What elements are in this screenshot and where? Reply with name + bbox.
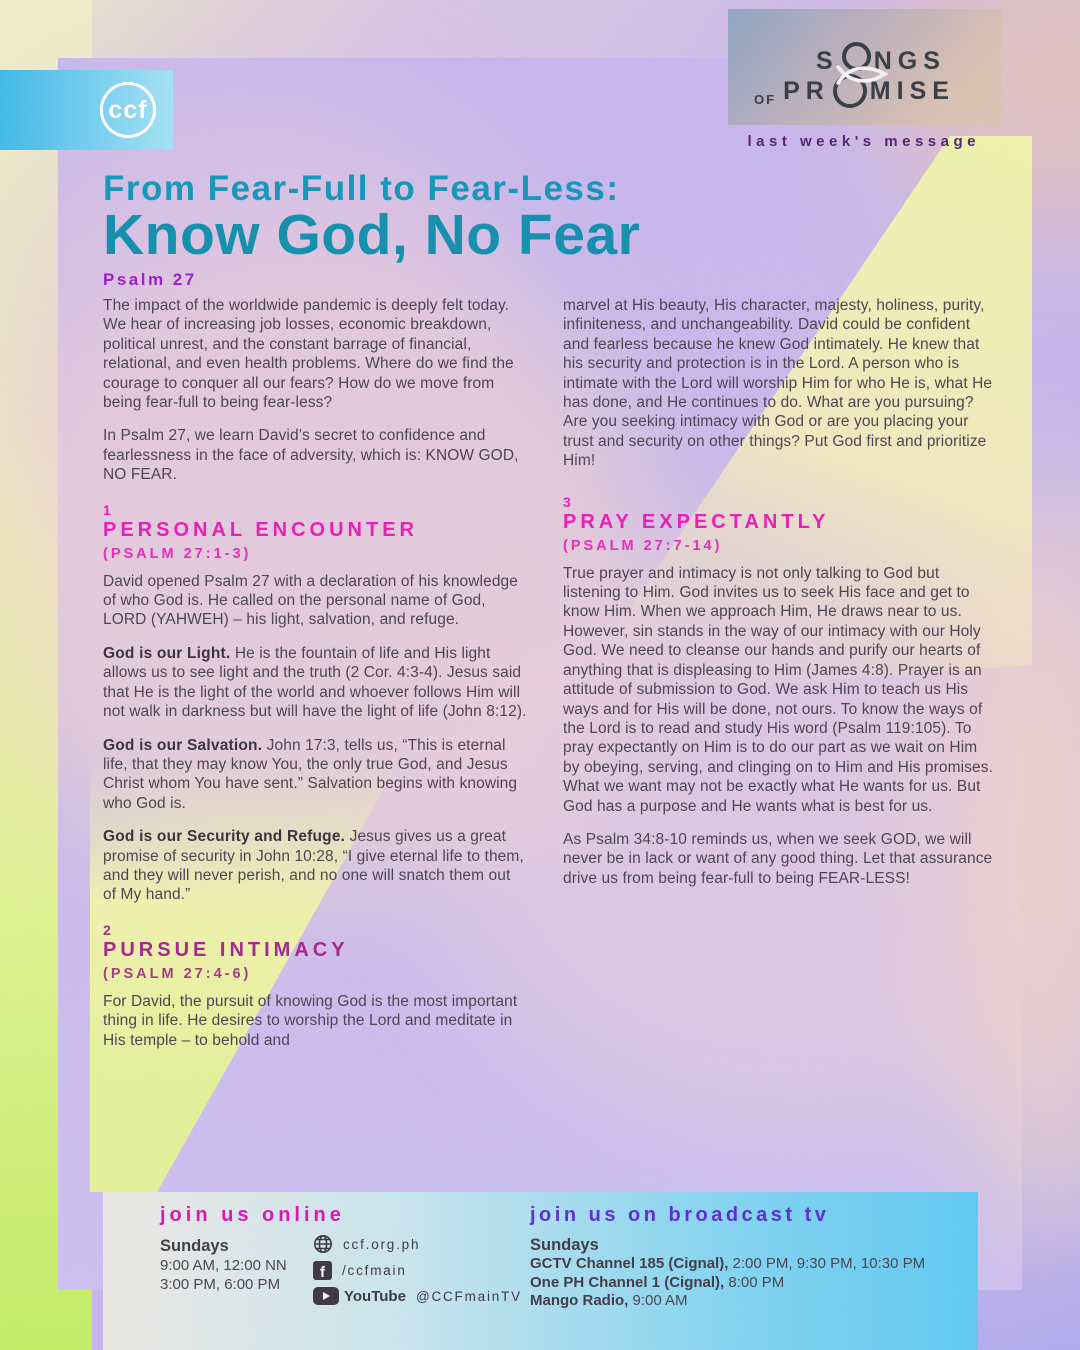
section-number: 3 <box>563 493 571 510</box>
scripture-reference: Psalm 27 <box>103 270 197 289</box>
bold-lead: God is our Light. <box>103 644 231 662</box>
paragraph: David opened Psalm 27 with a declaration of his knowledge of who God is. He called on the personal name of God, LORD (YAHWEH) – his light, salvation, and refuge. <box>103 572 518 629</box>
section-2-heading <box>103 922 527 982</box>
broadcast-row: One PH Channel 1 (Cignal), 8:00 PM <box>530 1273 785 1291</box>
youtube-link[interactable] <box>313 1287 522 1305</box>
facebook-icon: f <box>313 1261 332 1280</box>
join-broadcast-block <box>530 1204 925 1311</box>
songs-logo-line1: S NGS <box>816 49 946 78</box>
online-links <box>313 1234 522 1312</box>
ichthys-fish-icon <box>834 61 890 87</box>
ccf-logo <box>100 82 156 138</box>
website-link[interactable]: ccf.org.ph <box>313 1234 522 1254</box>
broadcast-day-label: Sundays <box>530 1236 599 1254</box>
paragraph: God is our Security and Refuge. Jesus gives us a great promise of security in John 10:28, “I give eternal life to them, and they will never perish, and no one will snatch them out of My hand.” <box>103 828 524 904</box>
bold-lead: God is our Salvation. <box>103 736 263 754</box>
section-3-heading <box>563 494 993 554</box>
globe-icon <box>313 1234 333 1254</box>
broadcast-row: GCTV Channel 185 (Cignal), 2:00 PM, 9:30 PM, 10:30 PM <box>530 1255 926 1272</box>
youtube-handle: @CCFmainTV <box>415 1288 522 1304</box>
title-block <box>103 170 640 290</box>
songs-logo-line2: OF PR MISE <box>754 79 955 113</box>
section-title: PRAY EXPECTANTLY <box>563 510 830 533</box>
section-number: 1 <box>103 501 111 518</box>
join-online-heading: join us online <box>160 1204 345 1226</box>
paragraph: True prayer and intimacy is not only talking to God but listening to Him. God invites us to seek His face and get to know Him. When we approach Him, He draws near to us. However, sin stands in the way of our intimacy with our Holy God. We need to cleanse our hands and purify our hearts of anything that is displeasing to Him (James 4:8). Prayer is an attitude of submission to God. We ask Him to teach us His ways and for His will be done, not ours. To know the ways of the Lord is to read and study His word (Psalm 119:105). To pray expectantly on Him is to do our part as we wait on Him by obeying, serving, and clinging on to Him and His promises. What we want may not be exactly what He wants for us. But God has a purpose and He wants what is best for us. <box>563 564 993 815</box>
paragraph: For David, the pursuit of knowing God is the most important thing in life. He desires to worship the Lord and meditate in His temple – to behold and <box>103 992 518 1049</box>
online-times-2: 3:00 PM, 6:00 PM <box>160 1276 281 1293</box>
songs-of-promise-logo <box>728 9 1002 125</box>
online-day-label: Sundays <box>160 1237 229 1255</box>
facebook-link[interactable]: f /ccfmain <box>313 1261 522 1280</box>
paragraph: marvel at His beauty, His character, majesty, holiness, purity, infiniteness, and unchangeability. David could be confident and fearless because he knew God intimately. He knew that his security and protection is in the Lord. A person who is intimate with the Lord will worship Him for who He is, what He has done, and He continues to do. What are you pursuing? Are you seeking intimacy with God or are you placing your trust and security on other things? Put God first and prioritize Him! <box>563 297 993 470</box>
paragraph: As Psalm 34:8-10 reminds us, when we seek GOD, we will never be in lack or want of any good thing. Let that assurance drive us from being fear-full to being FEAR-LESS! <box>563 830 993 887</box>
section-scripture-ref: (PSALM 27:7-14) <box>563 537 723 554</box>
ccf-logo-text: ccf <box>108 95 148 124</box>
section-scripture-ref: (PSALM 27:1-3) <box>103 545 252 562</box>
broadcast-row: Mango Radio, 9:00 AM <box>530 1292 688 1309</box>
section-scripture-ref: (PSALM 27:4-6) <box>103 965 252 982</box>
youtube-wordmark: YouTube <box>344 1287 406 1305</box>
paragraph: God is our Salvation. John 17:3, tells us, “This is eternal life, that they may know You, the only true God, and Jesus Christ whom You have sent.” Salvation begins with knowing who God is. <box>103 736 518 812</box>
paragraph: In Psalm 27, we learn David’s secret to confidence and fearlessness in the face of adversity, which is: KNOW GOD, NO FEAR. <box>103 427 519 484</box>
article-right-column <box>563 296 993 902</box>
section-1-heading <box>103 502 527 562</box>
last-weeks-message-label: last week's message <box>747 133 980 150</box>
paragraph: God is our Light. He is the fountain of life and His light allows us to see light and the truth (2 Cor. 4:3-4). Jesus said that He is the light of the world and whoever follows Him will not walk in darkness but will have the light of life (John 8:12). <box>103 644 527 721</box>
join-broadcast-heading: join us on broadcast tv <box>530 1204 830 1226</box>
online-times-1: 9:00 AM, 12:00 NN <box>160 1257 287 1274</box>
paragraph: The impact of the worldwide pandemic is deeply felt today. We hear of increasing job losses, economic breakdown, political unrest, and the constant barrage of financial, relational, and even health problems. Where do we find the courage to conquer all our fears? How do we move from being fear-full to being fear-less? <box>103 297 514 412</box>
title-kicker: From Fear-Full to Fear-Less: <box>103 169 620 208</box>
section-number: 2 <box>103 921 111 938</box>
section-title: PURSUE INTIMACY <box>103 938 349 961</box>
page-title: Know God, No Fear <box>103 203 641 267</box>
youtube-play-icon <box>313 1287 339 1305</box>
bold-lead: God is our Security and Refuge. <box>103 828 346 846</box>
article-left-column <box>103 296 527 1064</box>
section-title: PERSONAL ENCOUNTER <box>103 518 418 541</box>
